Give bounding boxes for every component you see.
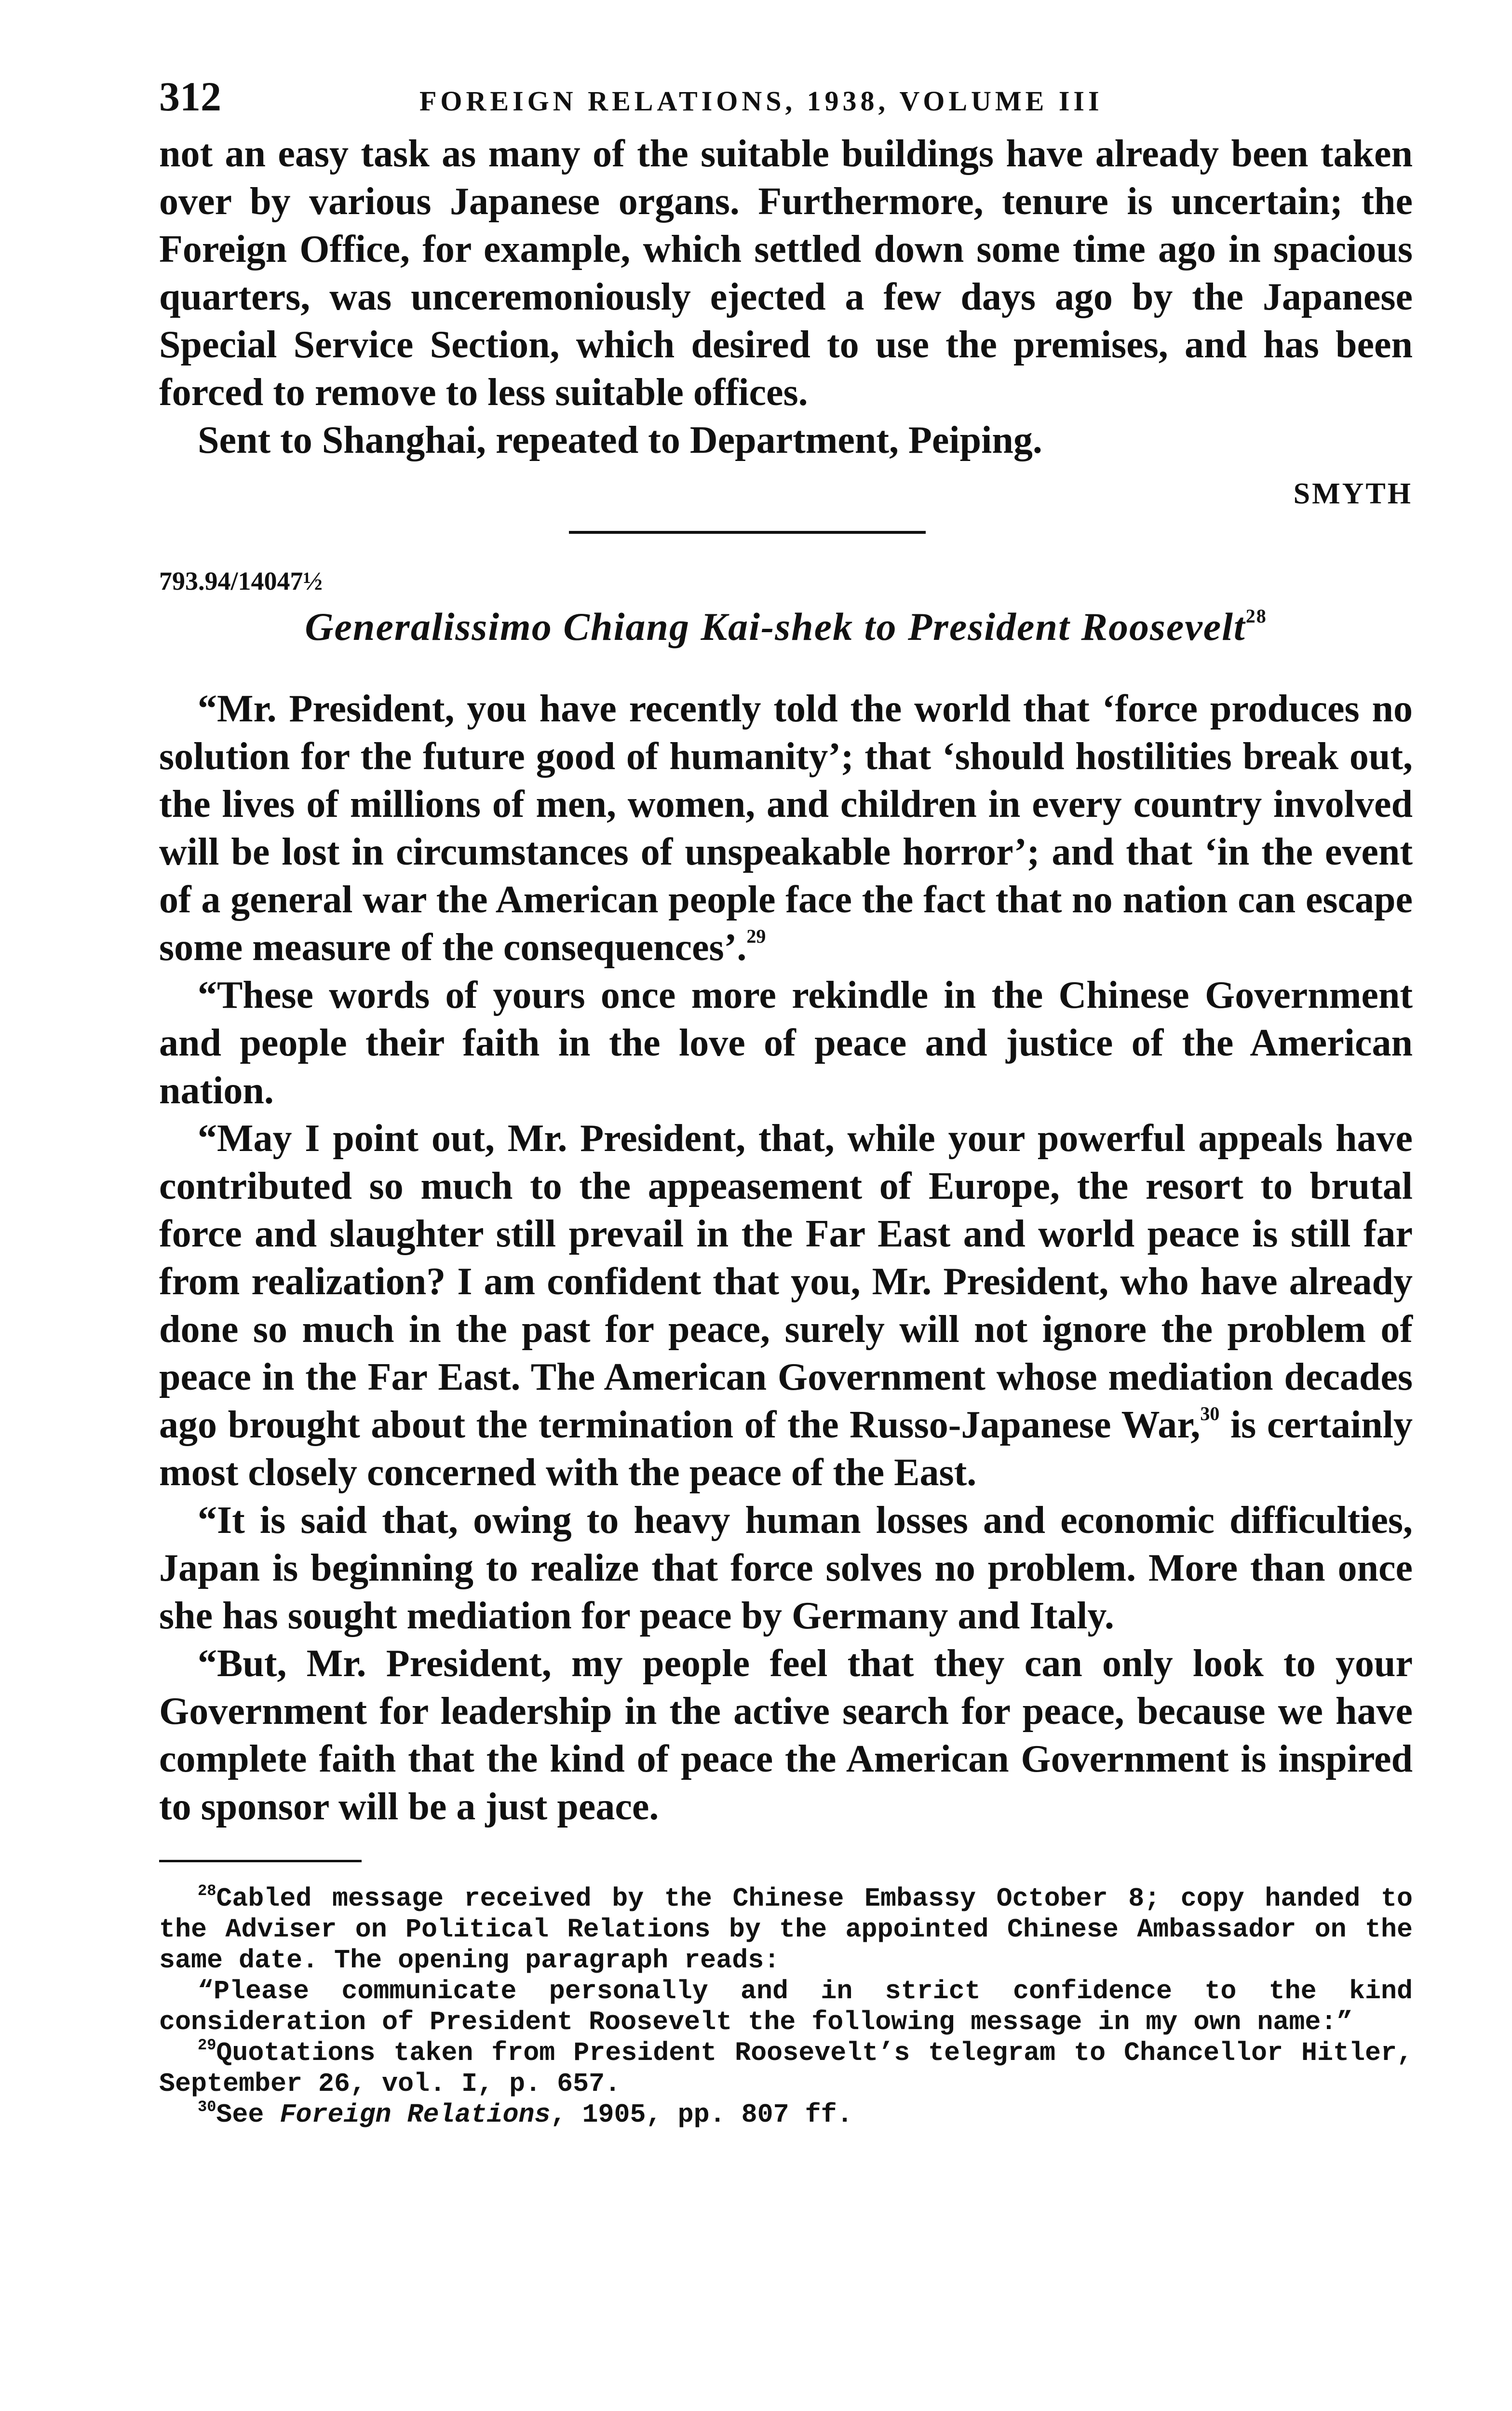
footnote-28-quote: [159, 1976, 1413, 2038]
intro-paragraph: not an easy task as many of the suitable buildings have already been taken over by various Japanese organs. Furthermore, tenure is uncertain; the Foreign Office, for example, which settled down some time ago in spacious quarters, was unceremoniously ejected a few days ago by the Japanese Special Service Section, which desired to use the premises, and has been forced to remove to less suitable offices.: [159, 133, 1413, 414]
footnote-ref-28: 28: [1245, 605, 1267, 627]
signature: SMYTH: [1293, 477, 1413, 510]
document-title: [159, 600, 1413, 668]
document-title-text: Generalissimo Chiang Kai-shek to President Roosevelt: [305, 605, 1246, 649]
letter-paragraph-1: [159, 685, 1413, 972]
paragraph-text: “But, Mr. President, my people feel that they can only look to your Government for leadership in the active search for peace, because we have complete faith that the kind of peace the American Government is inspired to sponsor will be a just peace.: [159, 1642, 1413, 1828]
paragraph-text: “May I point out, Mr. President, that, while your powerful appeals have contributed so much to the appeasement of Europe, the resort to brutal force and slaughter still prevail in the Far East and world peace is still far from realization? I am confident that you, Mr. President, who have already done so much in the past for peace, surely will not ignore the problem of peace in the Far East. The American Government whose mediation decades ago brought about the termination of the Russo-Japanese War,: [159, 1117, 1413, 1446]
footnote-29: [159, 2038, 1413, 2099]
running-header: [159, 72, 1413, 130]
footnote-mark: 29: [198, 2036, 216, 2054]
footnote-30: [159, 2099, 1413, 2130]
paragraph-text-continued: is certainly most closely concerned with the peace of the East.: [159, 1404, 1413, 1494]
section-divider: [569, 531, 926, 534]
sent-line: Sent to Shanghai, repeated to Department, Peiping.: [198, 419, 1042, 461]
footnote-mark: 30: [198, 2098, 216, 2116]
footnote-ref-29: 29: [746, 925, 766, 947]
footnote-mark: 28: [198, 1882, 216, 1900]
footnote-ref-30: 30: [1200, 1403, 1220, 1424]
letter-paragraph-2: [159, 972, 1413, 1115]
footnote-publication-title: Foreign Relations: [280, 2099, 551, 2130]
running-title: FOREIGN RELATIONS, 1938, VOLUME III: [419, 85, 1103, 117]
file-number: 793.94/14047½: [159, 567, 323, 596]
paragraph-text: “Mr. President, you have recently told the world that ‘force produces no solution for the future good of humanity’; that ‘should hostilities break out, the lives of millions of men, women, and children in every country involved will be lost in circumstances of unspeakable horror’; and that ‘in the event of a general war the American people face the fact that no nation can escape some measure of the consequences’.: [159, 688, 1413, 969]
footnote-text: Cabled message received by the Chinese Embassy October 8; copy handed to the Adviser on Political Relations by the appointed Chinese Ambassador on the same date. The opening paragraph reads:: [159, 1883, 1413, 1976]
page-number: 312: [159, 73, 221, 120]
letter-paragraph-4: [159, 1497, 1413, 1640]
paragraph-text: “It is said that, owing to heavy human losses and economic difficulties, Japan is beginning to realize that force solves no problem. More than once she has sought mediation for peace by Germany and Italy.: [159, 1499, 1413, 1637]
footnote-text-pre: See: [216, 2099, 280, 2130]
footnote-text-post: , 1905, pp. 807 ff.: [550, 2099, 853, 2130]
footnote-text: “Please communicate personally and in strict confidence to the kind consideration of President Roosevelt the following message in my own name:”: [159, 1976, 1413, 2037]
letter-paragraph-5: [159, 1640, 1413, 1831]
document-page: [159, 72, 1413, 2130]
footnote-rule: [159, 1860, 362, 1862]
footnote-text: Quotations taken from President Roosevelt’s telegram to Chancellor Hitler, September 26, vol. I, p. 657.: [159, 2038, 1413, 2099]
footnote-28: [159, 1883, 1413, 1976]
letter-paragraph-3: [159, 1115, 1413, 1497]
paragraph-text: “These words of yours once more rekindle in the Chinese Government and people their faith in the love of peace and justice of the American nation.: [159, 974, 1413, 1112]
